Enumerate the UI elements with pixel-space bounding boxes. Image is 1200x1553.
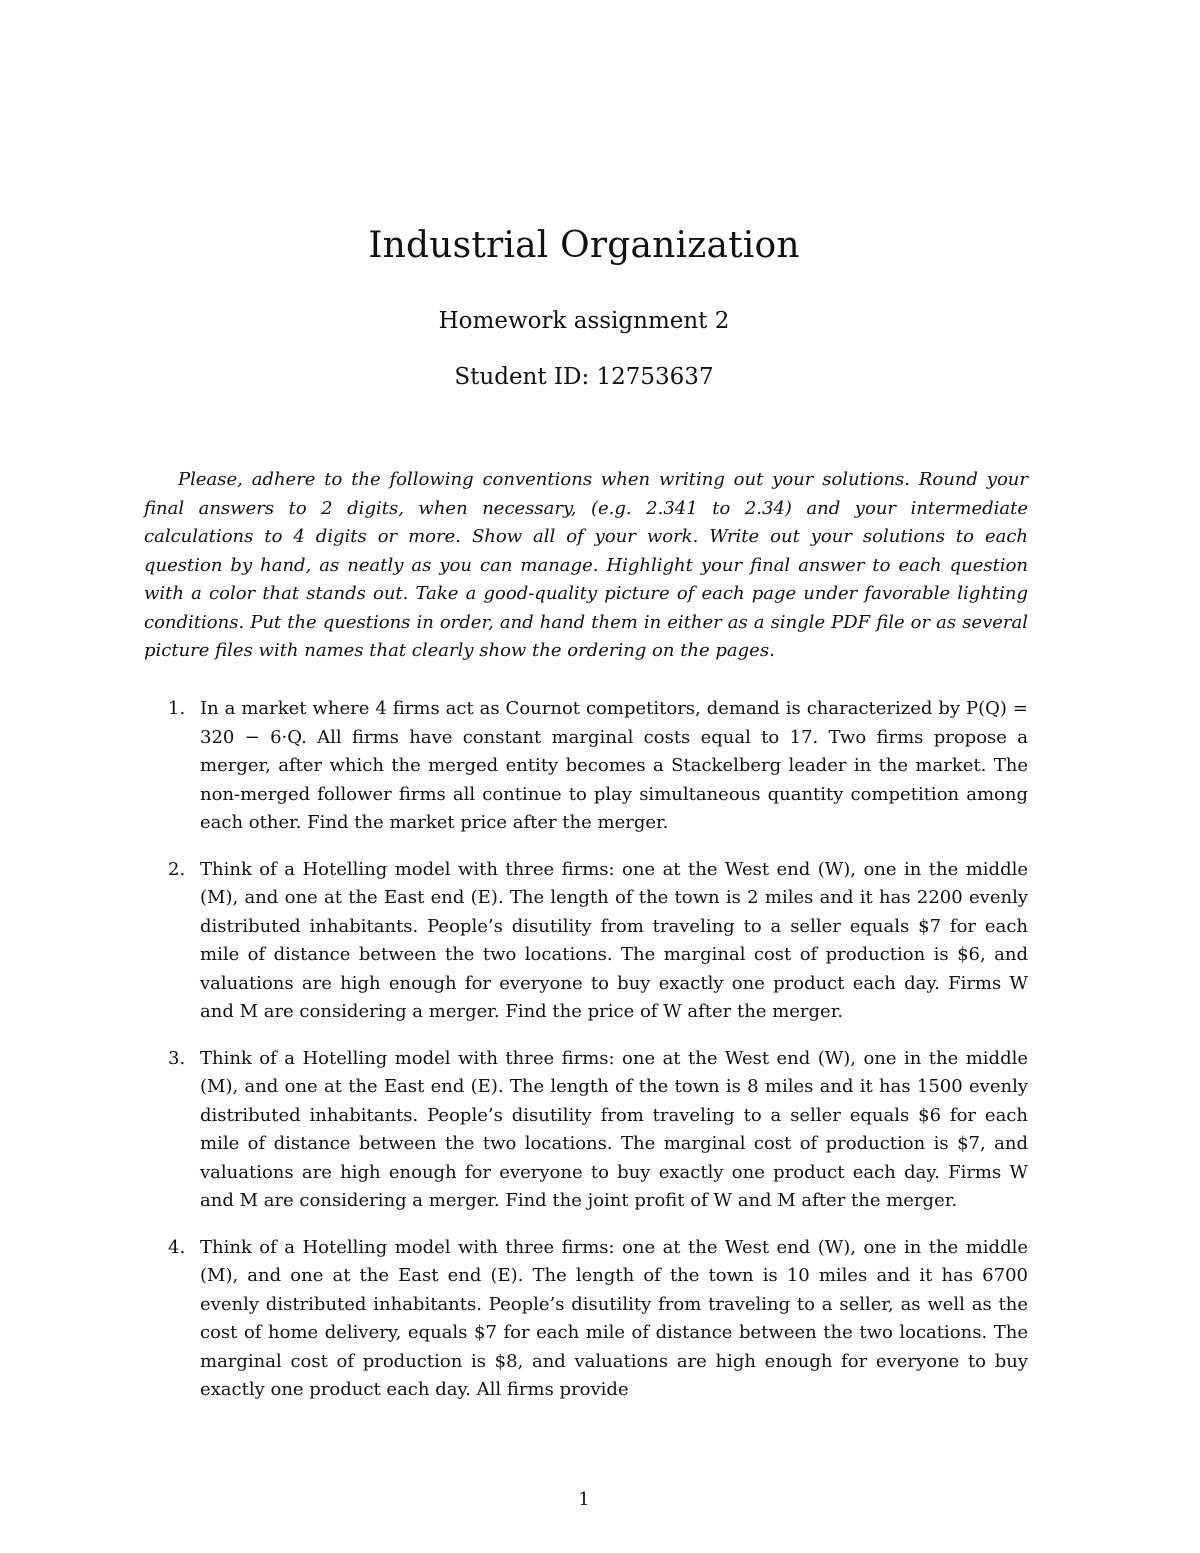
question-number: 1. xyxy=(168,698,186,719)
question-text: Think of a Hotelling model with three firms: one at the West end (W), one in the middle (M), and one at the East end (E). The length of the town is 8 miles and it has 1500 evenly distributed inhabitants. People’s disutility from traveling to a seller equals $6 for each mile of distance between the two locations. The marginal cost of production is $7, and valuations are high enough for everyone to buy exactly one product each day. Firms W and M are considering a merger. Find the joint profit of W and M after the merger. xyxy=(200,1047,1028,1211)
student-id: Student ID: 12753637 xyxy=(454,364,714,390)
page-number: 1 xyxy=(578,1489,590,1510)
question-number: 3. xyxy=(168,1047,186,1069)
question-item xyxy=(144,856,1028,1027)
question-list xyxy=(144,695,1028,1423)
question-item xyxy=(144,695,1028,838)
question-item xyxy=(144,1045,1028,1216)
instructions-paragraph: Please, adhere to the following conventions when writing out your solutions. Round your final answers to 2 digits, when necessary, (e.g. 2.341 to 2.34) and your intermediate calculations to 4 digits or more. Show all of your work. Write out your solutions to each question by hand, as neatly as you can manage. Highlight your final answer to each question with a color that stands out. Take a good-quality picture of each page under favorable lighting conditions. Put the questions in order, and hand them in either as a single PDF file or as several picture files with names that clearly show the ordering on the pages. xyxy=(144,469,1028,661)
question-number: 2. xyxy=(168,858,186,880)
document-subtitle: Homework assignment 2 xyxy=(438,308,730,334)
question-text: Think of a Hotelling model with three firms: one at the West end (W), one in the middle (M), and one at the East end (E). The length of the town is 2 miles and it has 2200 evenly distributed inhabitants. People’s disutility from traveling to a seller equals $7 for each mile of distance between the two locations. The marginal cost of production is $6, and valuations are high enough for everyone to buy exactly one product each day. Firms W and M are considering a merger. Find the price of W after the merger. xyxy=(200,858,1028,1022)
question-item xyxy=(144,1234,1028,1405)
question-number: 4. xyxy=(168,1236,186,1258)
question-text: Think of a Hotelling model with three firms: one at the West end (W), one in the middle (M), and one at the East end (E). The length of the town is 10 miles and it has 6700 evenly distributed inhabitants. People’s disutility from traveling to a seller, as well as the cost of home delivery, equals $7 for each mile of distance between the two locations. The marginal cost of production is $8, and valuations are high enough for everyone to buy exactly one product each day. All firms provide xyxy=(200,1236,1028,1400)
document-title: Industrial Organization xyxy=(368,225,800,266)
question-text: In a market where 4 firms act as Cournot competitors, demand is characterized by P(Q) = 320 − 6·Q. All firms have constant marginal costs equal to 17. Two firms propose a merger, after which the merged entity becomes a Stackelberg leader in the market. The non-merged follower firms all continue to play simultaneous quantity competition among each other. Find the market price after the merger. xyxy=(200,698,1028,833)
